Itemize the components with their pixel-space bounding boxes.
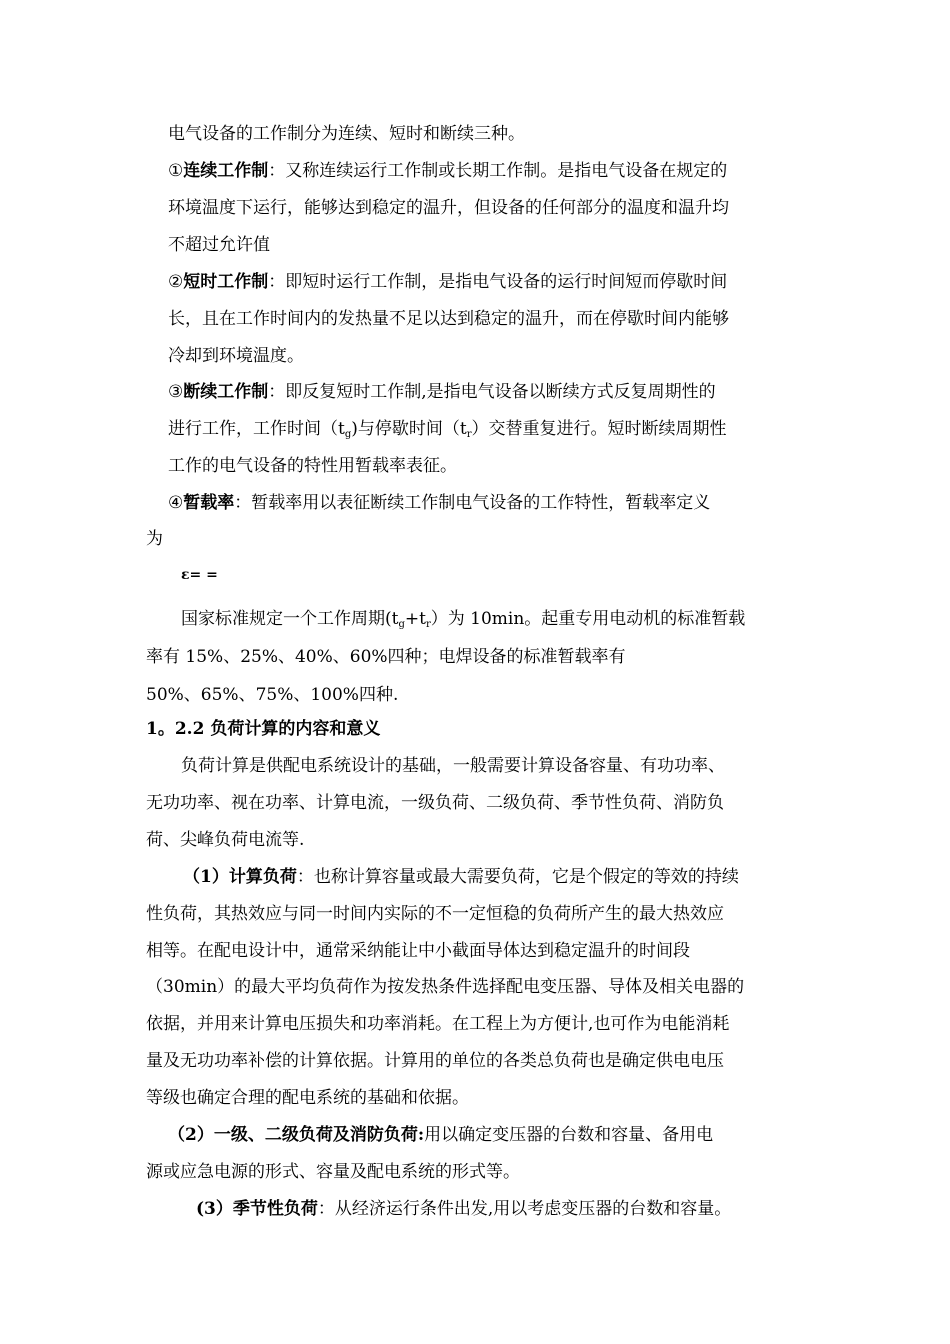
paragraph-line: 等级也确定合理的配电系统的基础和依据。 [146,1088,469,1108]
term-heading: (3）季节性负荷 [196,1199,318,1219]
term-heading: 暂载率 [183,493,235,513]
paragraph-line: 为 [146,529,163,549]
circled-number: ① [168,161,184,181]
paragraph-line: ③断续工作制：即反复短时工作制,是指电气设备以断续方式反复周期性的 [168,382,716,402]
paragraph-line: 进行工作，工作时间$(t_g)$与停歇时间$(t_r)$交替重复进行。短时断续周期性 [168,419,727,440]
paragraph-line: 负荷计算是供配电系统设计的基础，一般需要计算设备容量、有功功率、 [181,756,725,776]
subscript: r [466,429,472,440]
subscript: g [344,429,352,440]
term-heading: 断续工作制 [183,382,269,402]
paragraph-line: 相等。在配电设计中，通常采纳能让中小截面导体达到稳定温升的时间段 [146,941,690,961]
paragraph-line: 性负荷，其热效应与同一时间内实际的不一定恒稳的负荷所产生的最大热效应 [146,904,724,924]
paragraph-line: 源或应急电源的形式、容量及配电系统的形式等。 [146,1162,520,1182]
paragraph-line: 不超过允许值 [168,235,270,255]
subscript: g [398,619,405,630]
paragraph-line: 冷却到环境温度。 [168,346,304,366]
term-heading: 连续工作制 [183,161,269,181]
section-heading: 1。2.2 负荷计算的内容和意义 [146,719,381,739]
paragraph-line: 长，且在工作时间内的发热量不足以达到稳定的温升，而在停歇时间内能够 [168,309,729,329]
paragraph-line: ②短时工作制：即短时运行工作制，是指电气设备的运行时间短而停歇时间 [168,272,728,292]
formula: ε= = [181,567,218,583]
epsilon-symbol: ε [181,567,190,583]
paragraph-line: ①连续工作制：又称连续运行工作制或长期工作制。是指电气设备在规定的 [168,161,728,181]
circled-number: ④ [168,493,184,513]
term-heading: 短时工作制 [183,272,269,292]
paragraph-line: 工作的电气设备的特性用暂载率表征。 [168,456,457,476]
paragraph-line: 率有 15%、25%、40%、60%四种；电焊设备的标准暂载率有 [146,647,626,667]
paragraph-line: 依据，并用来计算电压损失和功率消耗。在工程上为方便计,也可作为电能消耗 [146,1014,730,1034]
paragraph-line: （1）计算负荷：也称计算容量或最大需要负荷，它是个假定的等效的持续 [183,867,739,887]
paragraph-line: （30min）的最大平均负荷作为按发热条件选择配电变压器、导体及相关电器的 [146,977,745,997]
paragraph-line: ④暂载率：暂载率用以表征断续工作制电气设备的工作特性，暂载率定义 [168,493,711,513]
paragraph-line: 量及无功功率补偿的计算依据。计算用的单位的各类总负荷也是确定供电电压 [146,1051,724,1071]
circled-number: ③ [168,382,184,402]
paragraph-line: 50%、65%、75%、100%四种. [146,685,399,705]
subscript: r [425,619,431,630]
paragraph-line: （2）一级、二级负荷及消防负荷:用以确定变压器的台数和容量、备用电 [168,1125,714,1145]
paragraph-line: 国家标准规定一个工作周期$(t_g+t_r)$为 10min。起重专用电动机的标准暂载 [181,609,746,630]
paragraph-line: 无功功率、视在功率、计算电流，一级负荷、二级负荷、季节性负荷、消防负 [146,793,724,813]
term-heading: （2）一级、二级负荷及消防负荷: [168,1125,425,1145]
circled-number: ② [168,272,184,292]
paragraph-line: 电气设备的工作制分为连续、短时和断续三种。 [168,124,525,144]
paragraph-line: 荷、尖峰负荷电流等. [146,830,305,850]
paragraph-line: (3）季节性负荷：从经济运行条件出发,用以考虑变压器的台数和容量。 [196,1199,732,1219]
paragraph-line: 环境温度下运行，能够达到稳定的温升，但设备的任何部分的温度和温升均 [168,198,729,218]
term-heading: （1）计算负荷 [183,867,297,887]
